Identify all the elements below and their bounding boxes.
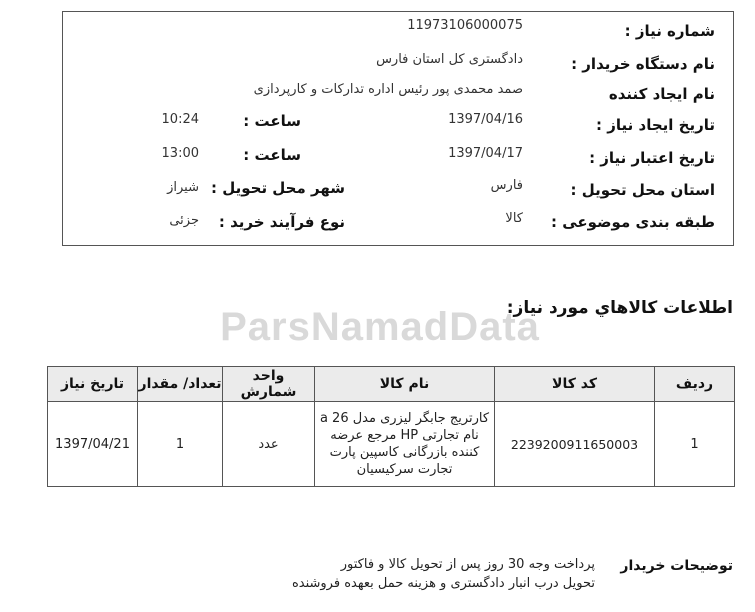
- watermark-text: ParsNamadData: [220, 305, 540, 349]
- items-table: [47, 366, 735, 487]
- validity-time-value: 13:00: [161, 146, 199, 161]
- created-time-value: 10:24: [161, 112, 199, 127]
- creator-label: نام ایجاد کننده: [608, 85, 715, 103]
- cell-code: 2239200911650003: [495, 402, 655, 487]
- created-date-label: تاریخ ایجاد نیاز :: [596, 116, 715, 134]
- delivery-city-label: شهر محل تحویل :: [210, 179, 345, 197]
- buyer-notes-line-2: تحویل درب انبار دادگستری و هزینه حمل بعهده فروشنده: [291, 576, 595, 591]
- cell-date: 1397/04/21: [48, 402, 138, 487]
- cell-row-no: 1: [655, 402, 735, 487]
- purchase-type-label: نوع فرآیند خرید :: [218, 213, 345, 231]
- header-row-no: ردیف: [655, 367, 735, 402]
- delivery-province-label: استان محل تحویل :: [570, 181, 715, 199]
- header-unit: واحد شمارش: [223, 367, 315, 402]
- creator-value: صمد محمدی پور رئیس اداره تدارکات و کارپردازی: [253, 82, 523, 97]
- table-row: [48, 402, 735, 487]
- validity-date-label: تاریخ اعتبار نیاز :: [589, 149, 715, 167]
- category-value: کالا: [505, 211, 523, 226]
- purchase-type-value: جزئی: [169, 213, 199, 228]
- created-date-value: 1397/04/16: [448, 112, 523, 127]
- header-date: تاریخ نیاز: [48, 367, 138, 402]
- cell-qty: 1: [138, 402, 223, 487]
- buyer-notes-label: توضیحات خریدار: [620, 558, 733, 574]
- header-name: نام کالا: [315, 367, 495, 402]
- buyer-org-label: نام دستگاه خریدار :: [571, 55, 715, 73]
- buyer-notes-line-1: پرداخت وجه 30 روز پس از تحویل کالا و فاکتور: [340, 557, 595, 572]
- header-code: کد کالا: [495, 367, 655, 402]
- delivery-city-value: شیراز: [167, 180, 199, 195]
- need-number-value: 11973106000075: [407, 18, 523, 33]
- created-time-label: ساعت :: [243, 112, 301, 130]
- cell-name: کارتریج جابگر لیزری مدل 26 a نام تجارتی HP مرجع عرضه کننده بازرگانی کاسپین پارت تجارت سرکیسیان: [315, 402, 495, 487]
- table-header-row: [48, 367, 735, 402]
- need-number-label: شماره نیاز :: [624, 22, 715, 40]
- cell-unit: عدد: [223, 402, 315, 487]
- section-title: اطلاعات کالاهاي مورد نياز:: [506, 298, 733, 318]
- validity-time-label: ساعت :: [243, 146, 301, 164]
- validity-date-value: 1397/04/17: [448, 146, 523, 161]
- buyer-org-value: دادگستری کل استان فارس: [376, 52, 523, 67]
- category-label: طبقه بندی موضوعی :: [551, 213, 715, 231]
- delivery-province-value: فارس: [490, 178, 523, 193]
- header-qty: تعداد/ مقدار: [138, 367, 223, 402]
